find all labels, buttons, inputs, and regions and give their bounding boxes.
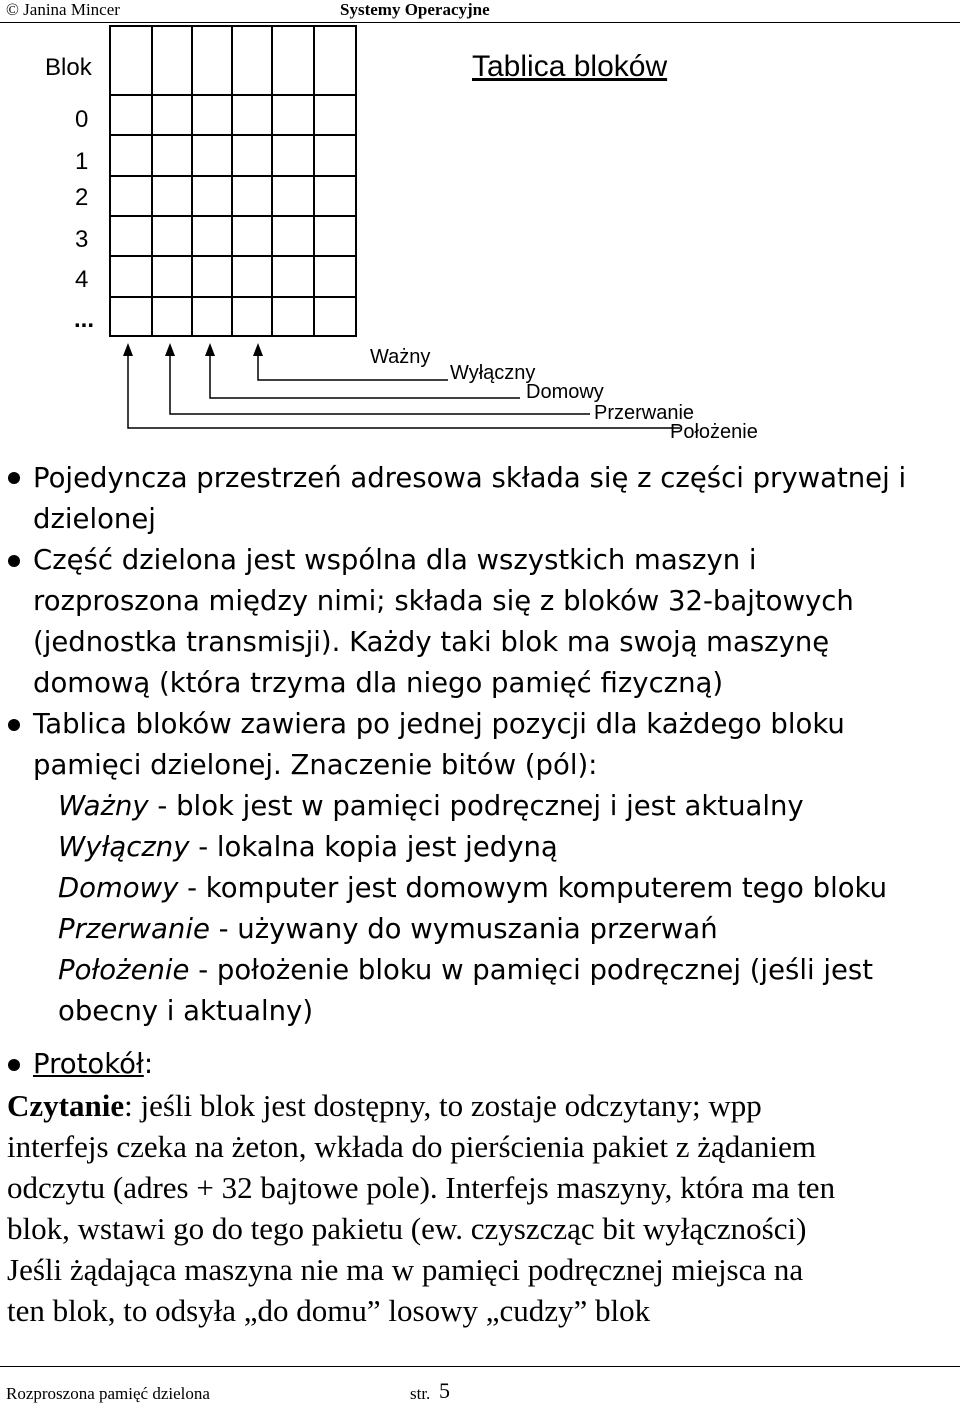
protocol-heading: Protokół: bbox=[33, 1048, 154, 1080]
field-item: Ważny - blok jest w pamięci podręcznej i jest aktualny bbox=[58, 790, 804, 822]
bullet-1-marker bbox=[8, 472, 20, 484]
bit-label-wylaczny: Wyłączny bbox=[450, 362, 536, 384]
bullet-3-text: Tablica bloków zawiera po jednej pozycji dla każdego bloku pamięci dzielonej. Znaczenie bitów (pól): bbox=[33, 708, 845, 781]
row-number-1: 1 bbox=[75, 148, 89, 175]
bit-label-domowy: Domowy bbox=[526, 381, 604, 403]
block-table-grid bbox=[110, 26, 356, 336]
field-item: Położenie - położenie bloku w pamięci podręcznej (jeśli jest bbox=[58, 954, 874, 986]
field-list bbox=[58, 786, 887, 1032]
row-number-3: 3 bbox=[75, 226, 89, 253]
table-title: Tablica bloków bbox=[472, 50, 668, 83]
author-label: © Janina Mincer bbox=[6, 0, 120, 19]
bullet-4-marker bbox=[8, 1059, 20, 1071]
field-item: Wyłączny - lokalna kopia jest jedyną bbox=[58, 831, 558, 863]
bullet-1-text: Pojedyncza przestrzeń adresowa składa się z części prywatnej i dzielonej bbox=[33, 462, 907, 535]
block-table-diagram bbox=[0, 0, 960, 460]
bit-label-polozenie: Położenie bbox=[670, 421, 758, 443]
bit-label-wazny: Ważny bbox=[370, 346, 431, 368]
row-number-4: 4 bbox=[75, 266, 89, 293]
row-number-2: 2 bbox=[75, 184, 89, 211]
row-number-0: 0 bbox=[75, 106, 89, 133]
reading-label: Czytanie bbox=[7, 1088, 125, 1123]
course-title: Systemy Operacyjne bbox=[340, 0, 490, 19]
row-ellipsis: ... bbox=[74, 306, 95, 333]
block-label: Blok bbox=[45, 54, 92, 81]
arrow-heads bbox=[123, 343, 263, 356]
field-item-cont: obecny i aktualny) bbox=[58, 995, 314, 1027]
footer-page-number: 5 bbox=[439, 1378, 450, 1403]
bullet-2-text: Część dzielona jest wspólna dla wszystkich maszyn i rozproszona między nimi; składa się z bloków 32-bajtowych (jednostka transmisji). Każdy taki blok ma swoją maszynę domową (która trzyma dla niego pamięć fizyczną) bbox=[33, 544, 854, 699]
reading-paragraph: Czytanie: jeśli blok jest dostępny, to zostaje odczytany; wpp interfejs czeka na żeton, wkłada do pierścienia pakiet z żądaniem odczytu (adres + 32 bajtowe pole). Interfejs maszyny, która ma ten blok, wstawi go do tego pakietu (ew. czyszcząc bit wyłączności) Jeśli żądająca maszyna nie ma w pamięci podręcznej miejsca na ten blok, to odsyła „do domu” losowy „cudzy” blok bbox=[7, 1088, 836, 1328]
footer-title: Rozproszona pamięć dzielona bbox=[6, 1384, 210, 1403]
bullet-2-marker bbox=[8, 555, 20, 567]
footer-page-label: str. bbox=[410, 1384, 431, 1403]
bit-label-przerwanie: Przerwanie bbox=[594, 402, 695, 424]
bullet-3-marker bbox=[8, 719, 20, 731]
field-item: Przerwanie - używany do wymuszania przerwań bbox=[58, 913, 718, 945]
footer-divider bbox=[0, 1366, 960, 1367]
field-item: Domowy - komputer jest domowym komputerem tego bloku bbox=[58, 872, 888, 904]
